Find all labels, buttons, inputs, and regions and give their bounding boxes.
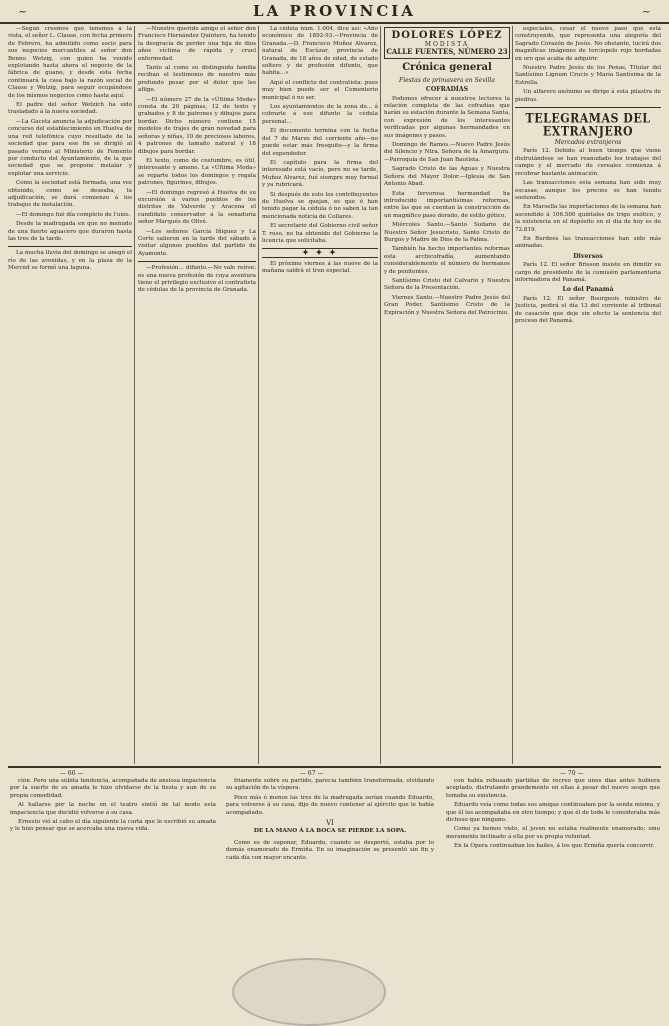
serial-page-number: — 70 — — [560, 770, 584, 777]
library-stamp — [232, 958, 386, 1026]
section-rule — [138, 261, 256, 262]
newspaper-title: LA PROVINCIA — [253, 2, 416, 20]
paragraph: En Marsella las importaciones de la semana han ascendido á 106.500 quintales de trigo exótico, y la existencia en el depósito en el día de hoy es de 72.819. — [515, 204, 661, 233]
section-divider-banner: ✦ ✦ ✦ — [262, 248, 378, 257]
ornament-right: ~ — [641, 5, 651, 18]
paragraph: Al hallarse por la noche en el teatro sintió de tal modo esta impaciencia que decidió volverse á su casa. — [10, 802, 216, 816]
column-3 — [262, 26, 378, 764]
column-divider — [380, 26, 381, 764]
section-subheading: Mercados extranjeros — [554, 139, 622, 147]
column-divider — [512, 26, 513, 764]
paragraph: También ha hecho importantes reformas esta archicofradía, aumentando considerablemente el número de hermanos y de penitentes. — [384, 246, 510, 275]
telegrams-heading: TELEGRAMAS DEL EXTRANJERO — [525, 111, 651, 139]
paragraph: especiales, cesar el nuevo paso que está construyendo, que representa una alegoría del Sagrado Corazón de Jesús. No obstante, lucirá dos magníficas imágenes de terciopelo rojo bordadas en oro que acaba de adquirir. — [515, 26, 661, 62]
section-subheading: Fiestas de primavera en Sevilla — [399, 76, 495, 84]
paragraph: —El número 27 de la «Última Moda» consta de 20 páginas, 12 de texto y grabados y 8 de patrones y dibujos para bordar. Dicho número contiene 15 modelos de trajes de gran novedad para señoras y niñas, 10 de preciosos labores, 4 patrones de tamaño natural y 18 dibujos para bordar. — [138, 96, 256, 155]
paragraph: Como ya hemos visto, el joven no estaba realmente enamorado; sino meramente inclinado á ella por su propia voluntad. — [446, 826, 660, 840]
paragraph: Los ayuntamientos de la zona de... á cobrarle á ese difunto la cédula personal... — [262, 104, 378, 125]
paragraph: Un alfarero anónimo se dirige á esta pilastra de piedras. — [515, 89, 661, 103]
ad-role: MODISTA — [424, 41, 470, 48]
paragraph: Si después de esto los contribuyentes de Huelva se quejan, es que ó han tenido pagar la cédula ó no saben la tan mencionada noticia de Collares. — [262, 191, 378, 220]
paragraph: Miércoles Santo.—Santo Sudario de Nuestro Señor Jesucristo, Santo Cristo de Burgos y Madre de Dios de la Palma. — [384, 222, 510, 243]
paragraph: ción. Pero una súbita tendencia, acompañada de ansiosa impaciencia por la suerte de su amada le hizo olvidarse de la fiesta y aun de su propia comodidad. — [10, 778, 216, 799]
paragraph: En Burdeos las transacciones han sido más animadas. — [515, 235, 661, 250]
section-rule — [515, 107, 661, 108]
paragraph: Aquí el conflicto del contratista: pues muy bien puede ser el Cementerio municipal ó no ser. — [262, 79, 378, 101]
paragraph: El próximo viernes á las nueve de la mañana saldrá el tren especial. — [262, 260, 378, 275]
paragraph: Ernesto vió al cabo el día siguiente la carta que le escribió su amada y le hizo pensar que se acercaba una nueva vida. — [10, 819, 216, 833]
paragraph: —El domingo regresó á Huelva de su excursión á varios pueblos de los distritos de Valverde y Aracena el candidato conservador á la senaduría señor Marqués de Olivé. — [138, 189, 256, 226]
column-divider — [258, 26, 259, 764]
paragraph: Esta fervorosa hermandad ha introducido importantísimas reformas, entre las que se cuentan la construcción de un magnífico paso dorado, de estilo gótico. — [384, 190, 510, 219]
serial-column-3 — [446, 778, 660, 1018]
section-subheading: Diversos — [573, 252, 603, 260]
ad-name: DOLORES LÓPEZ — [391, 30, 503, 41]
paragraph: El padre del señor Wetzich ha sido trasladado á la nueva sociedad. — [8, 102, 132, 116]
paragraph: El capítulo para la firma del interesado está vacío, pero no se tarde, Muñoz Alvarez, fué siempre muy formal y ya rubricará. — [262, 159, 378, 189]
paragraph: En la Opera continuaban los bailes, á los que Ermiña quería concurrir. — [454, 843, 655, 850]
column-4 — [384, 26, 510, 764]
paragraph: Las transacciones esta semana han sido muy escasas, aunque los precios se han tenido sostenidos. — [515, 180, 661, 201]
section-subheading: Lo del Panamá — [562, 286, 614, 294]
paragraph: El secretario del Gobierno civil señor T. ruso, no ha obtenido del Gobierno la licencia que solicitaba. — [262, 223, 378, 244]
section-heading: Crónica general — [402, 61, 492, 73]
paragraph: París 12. El señor Bourgeois ministro de Justicia, pedirá el día 13 del corriente al tribunal de casación que deje sin efecto la sentencia del proceso del Panamá. — [515, 295, 661, 324]
paragraph: —Nuestro querido amigo el señor don Francisco Hernández Quintero, ha tenido la desgracia de perder una hija de dios años víctima de rápida y cruel enfermedad. — [138, 26, 256, 62]
paragraph: Podemos ofrecer á nuestros lectores la relación completa de las cofradías que harán su estación durante la Semana Santa, con expresión de los interesantes verificadas por algunas hermandades en sus imágenes y pasos. — [384, 95, 510, 139]
paragraph: París 12. Debido al buen tiempo que viene disfrutándose se han reanudado los trabajos del campo y el mercado de cereales comienza á recobrar bastante animación. — [515, 148, 661, 177]
paragraph: Desde la madrugada en que no menudo de una fuerte aguacero que duraron hasta las tres de la tarde. — [8, 221, 132, 242]
paragraph: Domingo de Ramos.—Nuevo Padre Jesús del Silencio y Ntra. Señora de la Amargura.—Parroquia de San Juan Bautista. — [384, 142, 510, 163]
paragraph: La cédula núm. 1.004, dice así: «Año económico de 1892-93.—Provincia de Granada.—D. Francisco Muñoz Alvarez, natural de Escúzar, provincia de Granada, de 18 años de edad, de estado soltero y de profesión difunto, que habita...» — [262, 26, 378, 77]
paragraph: El documento termina con la fecha del 7 de Marzo del corriente año—no puede estar más fresquito—y la firma del expendedor. — [262, 128, 378, 157]
section-subheading: COFRADÍAS — [425, 86, 469, 94]
serial-page-number: — 67 — — [300, 770, 324, 777]
chapter-number: VI — [326, 819, 334, 828]
paragraph: —Según creemos que tenemos á la vista, el señor L. Clause, con fecha primero de Febrero, ha admitido como socio para sus negocios mercantiles al señor don Benno Wetzig, con quien ha venido explotando hasta ahora el negocio de la fábrica de guano, y desde esta fecha continuará la casa bajo la razón social de Clause y Wetzig, para seguir ocupándose de los mismos negocios como hasta aquí. — [8, 26, 132, 99]
paragraph: Sagrado Cristo de las Aguas y Nuestra Señora del Mayor Dolor.—Iglesia de San Antonio Abad. — [384, 166, 510, 188]
serial-divider-rule — [8, 766, 661, 768]
column-2 — [138, 26, 256, 764]
section-rule — [8, 246, 132, 247]
paragraph: con había rebusado partidas de recreo que unos días antes hubiera aceptado, disfrutando grandemente en ellas á pesar del nuevo sesgo que tomaba su existencia. — [446, 778, 660, 799]
paragraph: Nuestro Padre Jesús de los Penas, Titular del Santísimo Lignum Crucis y María Santísima de la Estrella. — [515, 65, 661, 86]
masthead — [0, 0, 669, 24]
chapter-title: DE LA MANO Á LA BOCA SE PIERDE LA SOPA. — [253, 828, 407, 835]
column-divider — [134, 26, 135, 764]
column-5 — [515, 26, 661, 764]
paragraph: Santísimo Cristo del Calvario y Nuestra Señora de la Presentación. — [384, 277, 510, 292]
ad-address: CALLE FUENTES, NÚMERO 23 — [386, 47, 508, 57]
serial-page-number: — 66 — — [60, 770, 84, 777]
paragraph: friamente sobre su partido, parecía también transformada, olvidando su agitación de la víspera. — [226, 778, 434, 792]
serial-column-1 — [10, 778, 216, 1018]
paragraph: Eduardo veía como todas sus amigas continuaban por la senda misma, y que él les acompañaba en otro tiempo; y que él de todo le consideraba más dichoso que ninguno. — [446, 802, 660, 824]
column-1 — [8, 26, 132, 764]
paragraph: El texto, como de costumbre, es útil, interesante y ameno. La «Última Moda» se reparte todos los domingos y regala patrones, figurines, dibujos. — [138, 157, 256, 187]
paragraph: Poco más ó menos las tres de la madrugada serían cuando Eduardo, para volverse á su casa, dijo de nuevo contener al ejército que le había acompañado. — [226, 794, 434, 816]
paragraph: —El domingo fué día completo de l'unis. — [16, 211, 131, 218]
paragraph: La mucha lluvia del domingo se anegó el río de las avenidas, y en la plaza de la Merced se formó una laguna. — [8, 250, 132, 272]
paragraph: París 12. El señor Brisson insiste en dimitir su cargo de presidente de la comisión parlamentaria informadora del Panamá. — [515, 262, 661, 283]
ornament-left: ~ — [18, 5, 28, 18]
paragraph: —La Gaceta anuncia la adjudicación por concurso del establecimiento en Huelva de una red telefónica cuyo resultado de la sociedad que para ese fin se dirigió al pasado verano al Ministerio de Fomento por conducto del Ayuntamiento, de la que sociedad que se propone instalar y explotar una servicio. — [8, 118, 132, 177]
paragraph: Como es de suponer, Eduardo, cuando se despertó, estaba por lo demás enamorado de Ermiña. En su imaginación se presentó sin fin y cada día con mayor encanto. — [226, 839, 434, 861]
paragraph: Tanto al como su distinguida familia reciban el testimonio de nuestro más profundo pesar por el dolor que les aflige. — [138, 65, 256, 94]
paragraph: —Los señores García Iñiguez y La Corte salieron en la tarde del sábado á visitar algunos pueblos del partido de Ayamonte. — [138, 228, 256, 257]
advertisement-box — [384, 27, 510, 59]
paragraph: —Profesión... difunto.—No vale reírse; es una nueva profesión de cuya aventura tiene el privilegio exclusivo el contratista de cédulas de la provincia de Granada. — [138, 265, 256, 294]
paragraph: Viernes Santo.—Nuestro Padre Jesús del Gran Poder, Santísimo Cristo de la Expiración y Nuestra Señora del Patrocinio. — [384, 294, 510, 316]
paragraph: Como la sociedad está formada, una vez obtenido, como se deseaba, la adjudicación, se dará comienzo á los trabajos de instalación. — [8, 180, 132, 209]
